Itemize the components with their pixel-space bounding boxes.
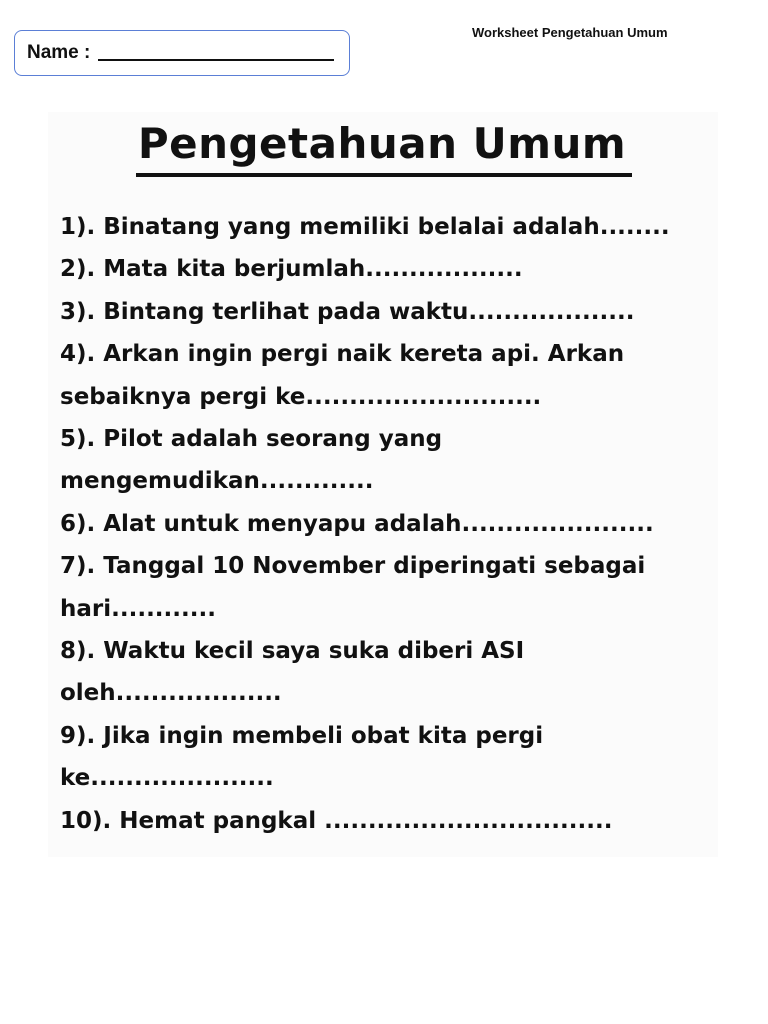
question-item: 6). Alat untuk menyapu adalah...................... (60, 510, 654, 537)
worksheet-header: Worksheet Pengetahuan Umum (472, 25, 668, 40)
question-item: 10). Hemat pangkal ................................. (60, 807, 613, 834)
question-item: 8). Waktu kecil saya suka diberi ASI oleh................... (60, 638, 525, 707)
page-title (0, 115, 768, 177)
question-item: 5). Pilot adalah seorang yang mengemudikan............. (60, 426, 443, 495)
question-list (60, 206, 710, 842)
question-item: 4). Arkan ingin pergi naik kereta api. Arkan sebaiknya pergi ke........................... (60, 341, 625, 410)
question-item: 2). Mata kita berjumlah.................. (60, 256, 523, 283)
question-item: 7). Tanggal 10 November diperingati sebagai hari............ (60, 553, 646, 622)
question-item: 1). Binatang yang memiliki belalai adalah........ (60, 214, 670, 240)
name-blank-line[interactable] (98, 59, 334, 61)
question-item: 3). Bintang terlihat pada waktu................... (60, 298, 635, 325)
question-item: 9). Jika ingin membeli obat kita pergi ke..................... (60, 722, 544, 792)
name-label: Name : (27, 42, 91, 63)
page-title-text: Pengetahuan Umum (136, 115, 632, 177)
name-field[interactable] (14, 30, 350, 76)
